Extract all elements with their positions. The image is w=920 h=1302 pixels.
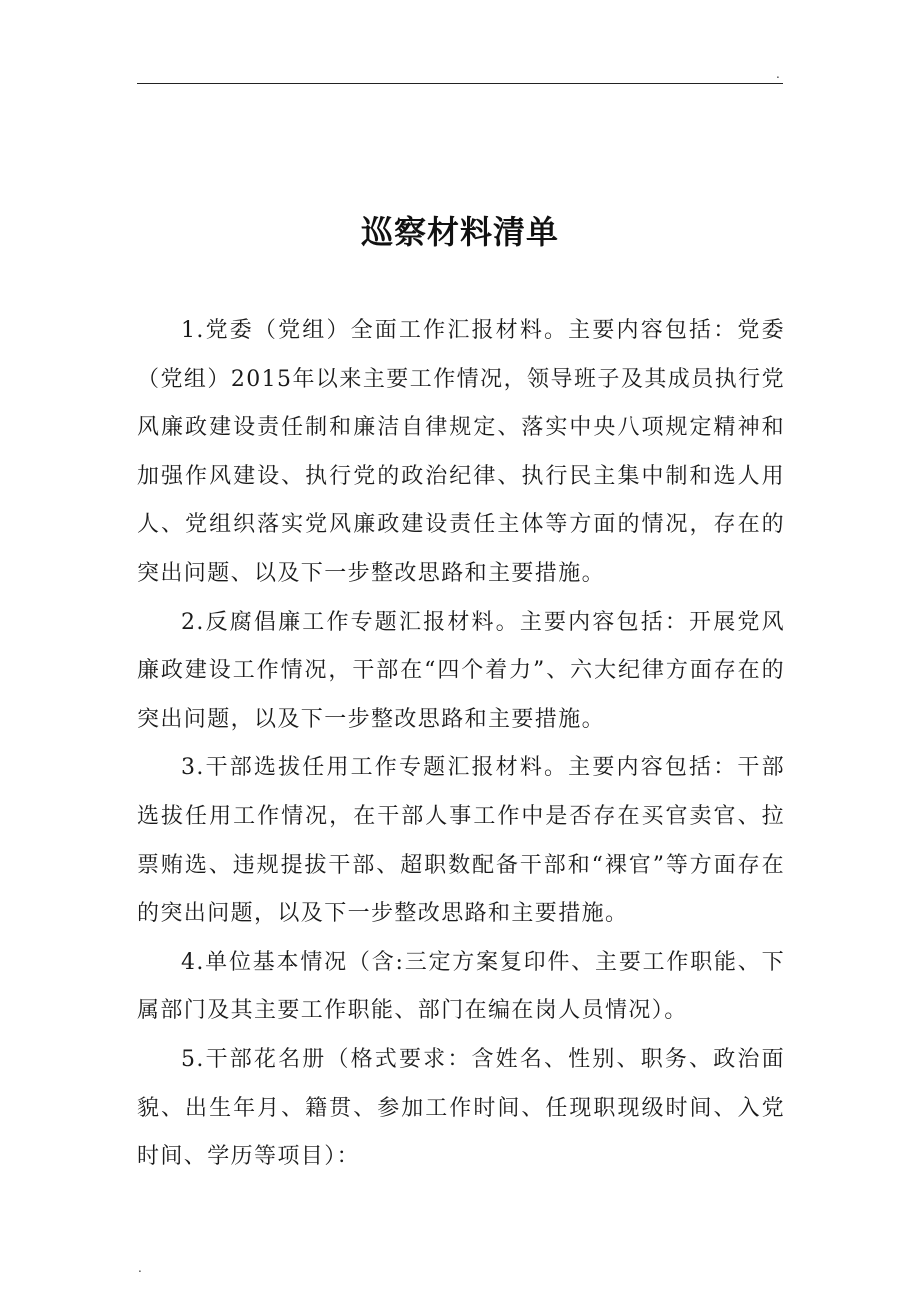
paragraph-3: 3.干部选拔任用工作专题汇报材料。主要内容包括：干部选拔任用工作情况，在干部人事工作中是否存在买官卖官、拉票贿选、违规提拔干部、超职数配备干部和“裸官”等方面存在的突出问题，以及下一步整改思路和主要措施。 bbox=[137, 755, 785, 927]
paragraph-5: 5.干部花名册（格式要求：含姓名、性别、职务、政治面貌、出生年月、籍贯、参加工作时间、任现职现级时间、入党时间、学历等项目）： bbox=[137, 1046, 785, 1170]
paragraph-1: 1.党委（党组）全面工作汇报材料。主要内容包括：党委（党组）2015年以来主要工作情况，领导班子及其成员执行党风廉政建设责任制和廉洁自律规定、落实中央八项规定精神和加强作风建设、执行党的政治纪律、执行民主集中制和选人用人、党组织落实党风廉政建设责任主体等方面的情况，存在的突出问题、以及下一步整改思路和主要措施。 bbox=[137, 318, 785, 586]
document-title: 巡察材料清单 bbox=[360, 213, 559, 251]
header-rule bbox=[137, 83, 783, 84]
footer-mark: . bbox=[138, 1261, 142, 1275]
paragraph-2: 2.反腐倡廉工作专题汇报材料。主要内容包括：开展党风廉政建设工作情况，干部在“四个着力”、六大纪律方面存在的突出问题，以及下一步整改思路和主要措施。 bbox=[137, 609, 785, 732]
paragraph-4: 4.单位基本情况（含:三定方案复印件、主要工作职能、下属部门及其主要工作职能、部门在编在岗人员情况）。 bbox=[137, 949, 785, 1024]
header-mark: . bbox=[776, 67, 780, 81]
document-body bbox=[137, 307, 785, 1182]
